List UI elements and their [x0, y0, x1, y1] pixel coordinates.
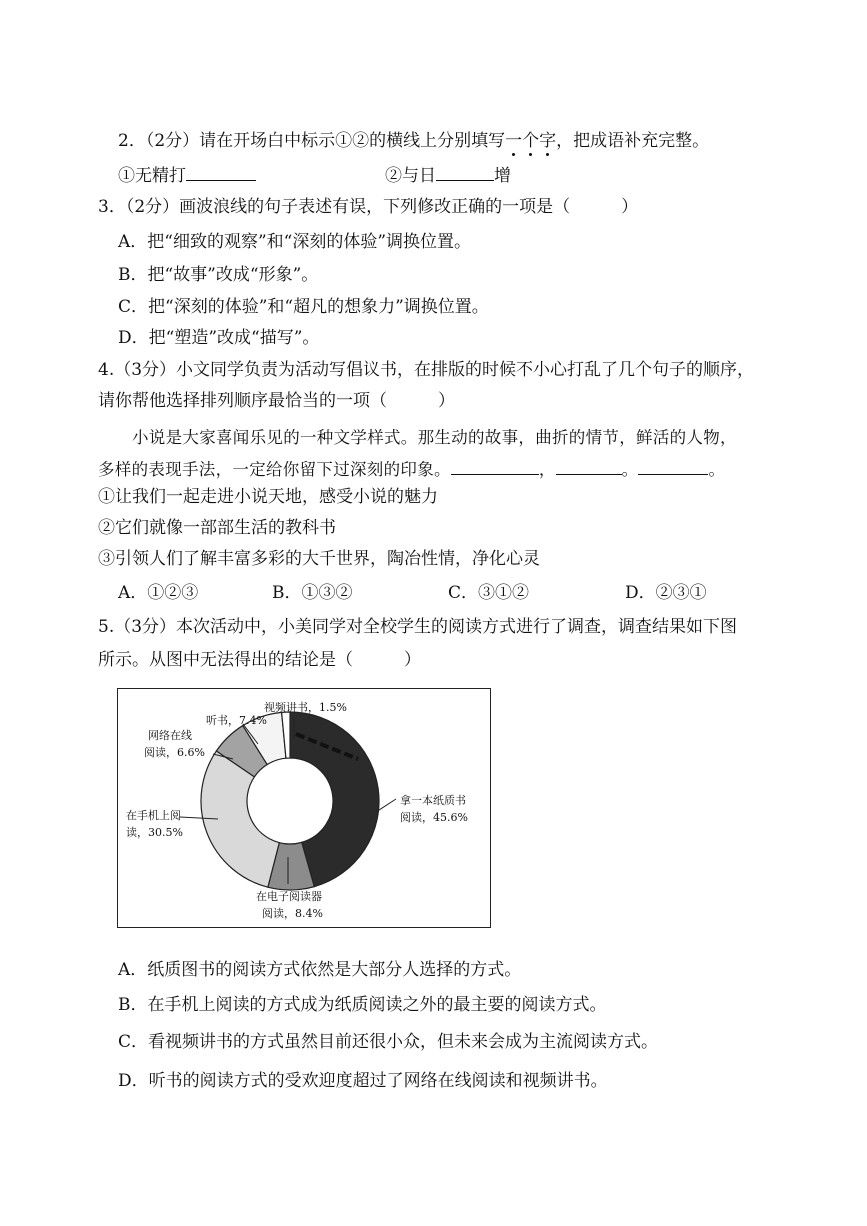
- donut-slices: [201, 712, 379, 890]
- q5-option-c[interactable]: C．看视频讲书的方式虽然目前还很小众，但未来会成为主流阅读方式。: [118, 1032, 659, 1052]
- q4-sentence-1: ①让我们一起走进小说天地，感受小说的魅力: [98, 487, 438, 507]
- q4-passage-line-2: [98, 458, 725, 481]
- q5-stem-line-2: 所示。从图中无法得出的结论是（ ）: [98, 650, 421, 670]
- q4-passage-text: 多样的表现手法，一定给你留下过深刻的印象。: [98, 460, 451, 479]
- label-phone-1: 在手机上阅: [126, 809, 181, 822]
- q2-item-1: [118, 164, 256, 187]
- q2-emphasis-char-3: 字: [539, 131, 557, 151]
- label-online-2: 阅读，6.6%: [144, 746, 205, 759]
- q2-stem-a: 2．（2分）请在开场白中标示①②的横线上分别填写: [118, 131, 506, 151]
- q4-blank-1[interactable]: [451, 458, 539, 475]
- q3-option-b[interactable]: B．把“故事”改成“形象”。: [118, 265, 319, 285]
- label-listen: 听书，7.4%: [206, 714, 267, 727]
- q4-stem-line-1: 4.（3分）小文同学负责为活动写倡议书，在排版的时候不小心打乱了几个句子的顺序，: [98, 360, 755, 380]
- q4-sep-3: 。: [708, 460, 726, 479]
- label-ereader-1: 在电子阅读器: [256, 890, 322, 903]
- q2-stem: [118, 130, 709, 152]
- q2-blank-1[interactable]: [186, 164, 256, 181]
- q4-sep-1: ，: [538, 460, 556, 479]
- q2-item-2-text-b: 增: [494, 166, 511, 186]
- q3-option-c[interactable]: C．把“深刻的体验”和“超凡的想象力”调换位置。: [118, 297, 489, 317]
- q2-item-2-text-a: ②与日: [385, 166, 436, 186]
- q4-sentence-3: ③引领人们了解丰富多彩的大千世界，陶冶性情，净化心灵: [98, 549, 540, 569]
- q2-item-1-text: ①无精打: [118, 166, 186, 186]
- q4-sentence-2: ②它们就像一部部生活的教科书: [98, 518, 336, 538]
- q4-blank-2[interactable]: [556, 458, 622, 475]
- q4-option-d[interactable]: D．②③①: [625, 583, 707, 603]
- q4-option-b[interactable]: B．①③②: [272, 583, 353, 603]
- q5-option-d[interactable]: D．听书的阅读方式的受欢迎度超过了网络在线阅读和视频讲书。: [118, 1071, 608, 1091]
- q5-stem-line-1: 5.（3分）本次活动中，小美同学对全校学生的阅读方式进行了调查，调查结果如下图: [98, 617, 738, 637]
- q2-emphasis-char-1: 一: [505, 131, 523, 151]
- q2-emphasis-char-2: 个: [522, 131, 540, 151]
- q2-blank-2[interactable]: [436, 164, 494, 181]
- q4-option-c[interactable]: C．③①②: [448, 583, 530, 603]
- donut-chart-svg: [118, 689, 489, 926]
- label-online-1: 网络在线: [148, 729, 192, 742]
- label-video: 视频讲书，1.5%: [264, 701, 347, 714]
- q4-stem-line-2: 请你帮他选择排列顺序最恰当的一项（ ）: [98, 391, 455, 411]
- label-ereader-2: 阅读，8.4%: [262, 907, 323, 920]
- label-paper-1: 拿一本纸质书: [400, 794, 466, 807]
- q2-item-2: [385, 164, 511, 187]
- q5-option-b[interactable]: B．在手机上阅读的方式成为纸质阅读之外的最主要的阅读方式。: [118, 995, 607, 1015]
- q3-stem: 3．（2分）画波浪线的句子表述有误，下列修改正确的一项是（ ）: [98, 197, 639, 217]
- q4-option-a[interactable]: A．①②③: [118, 583, 199, 603]
- q3-option-a[interactable]: A．把“细致的观察”和“深刻的体验”调换位置。: [118, 232, 472, 252]
- q2-stem-b: ，把成语补充完整。: [556, 131, 710, 151]
- q4-sep-2: 。: [621, 460, 639, 479]
- reading-survey-chart: [117, 688, 491, 928]
- q5-option-a[interactable]: A．纸质图书的阅读方式依然是大部分人选择的方式。: [118, 960, 522, 980]
- q4-blank-3[interactable]: [638, 458, 708, 475]
- label-paper-2: 阅读，45.6%: [400, 811, 468, 824]
- label-phone-2: 读，30.5%: [126, 826, 183, 839]
- q4-passage-line-1: 小说是大家喜闻乐见的一种文学样式。那生动的故事，曲折的情节，鲜活的人物，: [132, 428, 737, 447]
- q3-option-d[interactable]: D．把“塑造”改成“描写”。: [118, 328, 320, 348]
